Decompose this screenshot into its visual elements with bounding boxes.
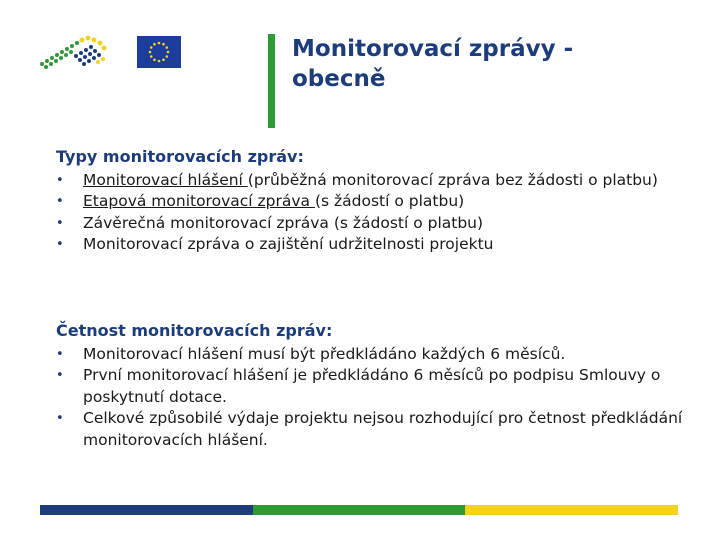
title-accent-bar (268, 34, 275, 128)
bullet: • (56, 411, 64, 426)
footer-bar-blue (40, 505, 253, 515)
eu-star-icon (162, 43, 165, 46)
item-link-text[interactable]: Etapová monitorovací zpráva (83, 192, 315, 210)
title-line-1: Monitorovací zprávy - (292, 36, 574, 62)
bullet: • (56, 194, 64, 209)
list-item (56, 170, 696, 192)
report-types-list (56, 170, 696, 256)
item-link-text[interactable]: Monitorovací hlášení (83, 170, 248, 189)
item-text: První monitorovací hlášení je předkládáno 6 měsíců po podpisu Smlouvy o poskytnutí dotace. (83, 366, 661, 406)
item-text: Monitorovací zpráva o zajištění udržitelnosti projektu (83, 235, 494, 253)
list-item (56, 191, 696, 213)
footer-bar-yellow (465, 505, 678, 515)
report-frequency-list (56, 344, 696, 452)
bullet: • (56, 215, 64, 231)
item-text: Závěrečná monitorovací zpráva (s žádostí o platbu) (83, 213, 484, 232)
bullet: • (56, 172, 64, 188)
eu-star-icon (153, 43, 156, 46)
eu-flag-icon (137, 36, 181, 68)
section-report-types (56, 146, 696, 256)
item-text: (s žádostí o platbu) (314, 192, 465, 210)
footer-color-bar (40, 505, 678, 515)
section-heading: Typy monitorovacích zpráv: (56, 147, 304, 166)
eu-star-icon (165, 46, 168, 49)
item-text: (průběžná monitorovací zpráva bez žádosti o platbu) (247, 170, 658, 189)
eu-star-icon (150, 46, 153, 49)
eu-star-icon (158, 42, 161, 45)
list-item (56, 344, 696, 366)
section-heading: Četnost monitorovacích zpráv: (56, 321, 333, 340)
item-text: Celkové způsobilé výdaje projektu nejsou rozhodující pro četnost předkládání monitorovacích hlášení. (83, 409, 683, 449)
section-report-frequency (56, 320, 696, 451)
bullet: • (56, 237, 64, 252)
title-line-2: obecně (292, 66, 386, 92)
eu-star-icon (150, 55, 153, 58)
footer-bar-green (253, 505, 466, 515)
bullet: • (56, 368, 64, 383)
page-title (292, 34, 692, 94)
programme-logo-icon (38, 34, 110, 74)
eu-star-icon (153, 58, 156, 61)
list-item (56, 234, 696, 256)
eu-star-icon (165, 55, 168, 58)
eu-star-icon (149, 51, 152, 54)
bullet: • (56, 346, 64, 362)
list-item (56, 213, 696, 235)
eu-star-icon (158, 60, 161, 63)
eu-star-icon (162, 58, 165, 61)
item-text: Monitorovací hlášení musí být předkládáno každých 6 měsíců. (83, 344, 566, 363)
list-item (56, 365, 696, 408)
list-item (56, 408, 696, 451)
eu-star-icon (167, 51, 170, 54)
